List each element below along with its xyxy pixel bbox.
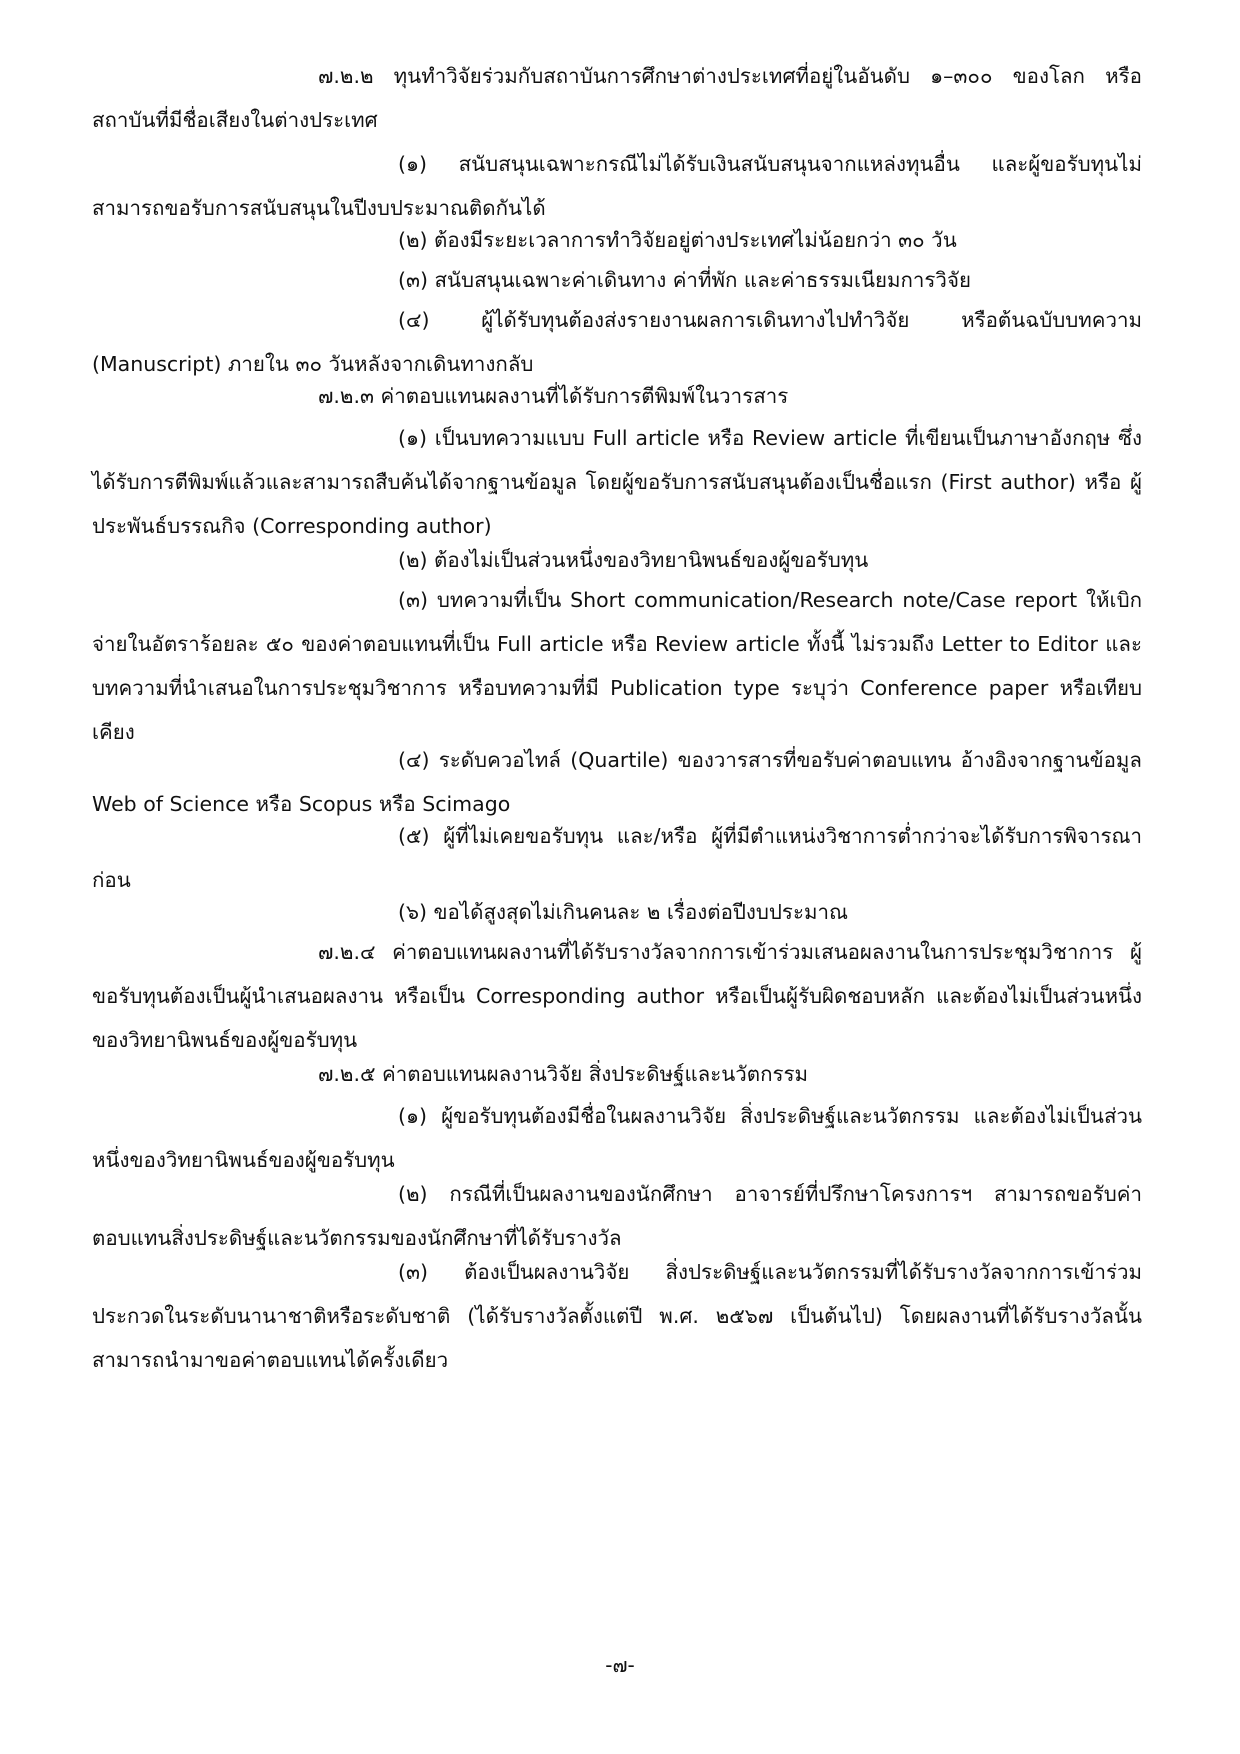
section-7-2-3-heading: ๗.๒.๓ ค่าตอบแทนผลงานที่ได้รับการตีพิมพ์ในวารสาร (318, 384, 789, 408)
section-7-2-5-item-1: (๑) ผู้ขอรับทุนต้องมีชื่อในผลงานวิจัย สิ่งประดิษฐ์และนวัตกรรม และต้องไม่เป็นส่วนหนึ่งของวิทยานิพนธ์ของผู้ขอรับทุน (92, 1104, 1142, 1172)
section-7-2-5-item-2: (๒) กรณีที่เป็นผลงานของนักศึกษา อาจารย์ที่ปรึกษาโครงการฯ สามารถขอรับค่าตอบแทนสิ่งประดิษฐ์และนวัตกรรมของนักศึกษาที่ได้รับรางวัล (92, 1182, 1142, 1250)
section-7-2-3-item-3: (๓) บทความที่เป็น Short communication/Research note/Case report ให้เบิกจ่ายในอัตราร้อยละ ๕๐ ของค่าตอบแทนที่เป็น Full article หรือ Review article ทั้งนี้ ไม่รวมถึง Letter to Editor และบทความที่นำเสนอในการประชุมวิชาการ หรือบทความที่มี Publication type ระบุว่า Conference paper หรือเทียบเคียง (92, 588, 1142, 744)
section-7-2-2-item-1: (๑) สนับสนุนเฉพาะกรณีไม่ได้รับเงินสนับสนุนจากแหล่งทุนอื่น และผู้ขอรับทุนไม่สามารถขอรับการสนับสนุนในปีงบประมาณติดกันได้ (92, 152, 1142, 220)
section-7-2-3-item-4: (๔) ระดับควอไทล์ (Quartile) ของวารสารที่ขอรับค่าตอบแทน อ้างอิงจากฐานข้อมูล Web of Science หรือ Scopus หรือ Scimago (92, 748, 1142, 816)
section-7-2-2-item-3: (๓) สนับสนุนเฉพาะค่าเดินทาง ค่าที่พัก และค่าธรรมเนียมการวิจัย (398, 268, 971, 292)
section-7-2-4-heading: ๗.๒.๔ ค่าตอบแทนผลงานที่ได้รับรางวัลจากการเข้าร่วมเสนอผลงานในการประชุมวิชาการ ผู้ขอรับทุนต้องเป็นผู้นำเสนอผลงาน หรือเป็น Corresponding author หรือเป็นผู้รับผิดชอบหลัก และต้องไม่เป็นส่วนหนึ่งของวิทยานิพนธ์ของผู้ขอรับทุน (92, 940, 1142, 1052)
section-7-2-2-item-2: (๒) ต้องมีระยะเวลาการทำวิจัยอยู่ต่างประเทศไม่น้อยกว่า ๓๐ วัน (398, 228, 957, 252)
section-7-2-3-item-5: (๕) ผู้ที่ไม่เคยขอรับทุน และ/หรือ ผู้ที่มีตำแหน่งวิชาการต่ำกว่าจะได้รับการพิจารณาก่อน (92, 824, 1142, 892)
page-number: -๗- (605, 1653, 635, 1677)
section-7-2-3-item-2: (๒) ต้องไม่เป็นส่วนหนึ่งของวิทยานิพนธ์ของผู้ขอรับทุน (398, 548, 869, 572)
section-7-2-3-item-6: (๖) ขอได้สูงสุดไม่เกินคนละ ๒ เรื่องต่อปีงบประมาณ (398, 900, 848, 924)
section-7-2-2-item-4: (๔) ผู้ได้รับทุนต้องส่งรายงานผลการเดินทางไปทำวิจัย หรือต้นฉบับบทความ (Manuscript) ภายใน ๓๐ วันหลังจากเดินทางกลับ (92, 308, 1142, 376)
section-7-2-3-item-1: (๑) เป็นบทความแบบ Full article หรือ Review article ที่เขียนเป็นภาษาอังกฤษ ซึ่งได้รับการตีพิมพ์แล้วและสามารถสืบค้นได้จากฐานข้อมูล โดยผู้ขอรับการสนับสนุนต้องเป็นชื่อแรก (First author) หรือ ผู้ประพันธ์บรรณกิจ (Corresponding author) (92, 426, 1142, 538)
section-7-2-2-heading: ๗.๒.๒ ทุนทำวิจัยร่วมกับสถาบันการศึกษาต่างประเทศที่อยู่ในอันดับ ๑–๓๐๐ ของโลก หรือสถาบันที่มีชื่อเสียงในต่างประเทศ (92, 64, 1142, 132)
section-7-2-5-item-3: (๓) ต้องเป็นผลงานวิจัย สิ่งประดิษฐ์และนวัตกรรมที่ได้รับรางวัลจากการเข้าร่วมประกวดในระดับนานาชาติหรือระดับชาติ (ได้รับรางวัลตั้งแต่ปี พ.ศ. ๒๕๖๗ เป็นต้นไป) โดยผลงานที่ได้รับรางวัลนั้นสามารถนำมาขอค่าตอบแทนได้ครั้งเดียว (92, 1260, 1142, 1372)
section-7-2-5-heading: ๗.๒.๕ ค่าตอบแทนผลงานวิจัย สิ่งประดิษฐ์และนวัตกรรม (318, 1062, 809, 1086)
